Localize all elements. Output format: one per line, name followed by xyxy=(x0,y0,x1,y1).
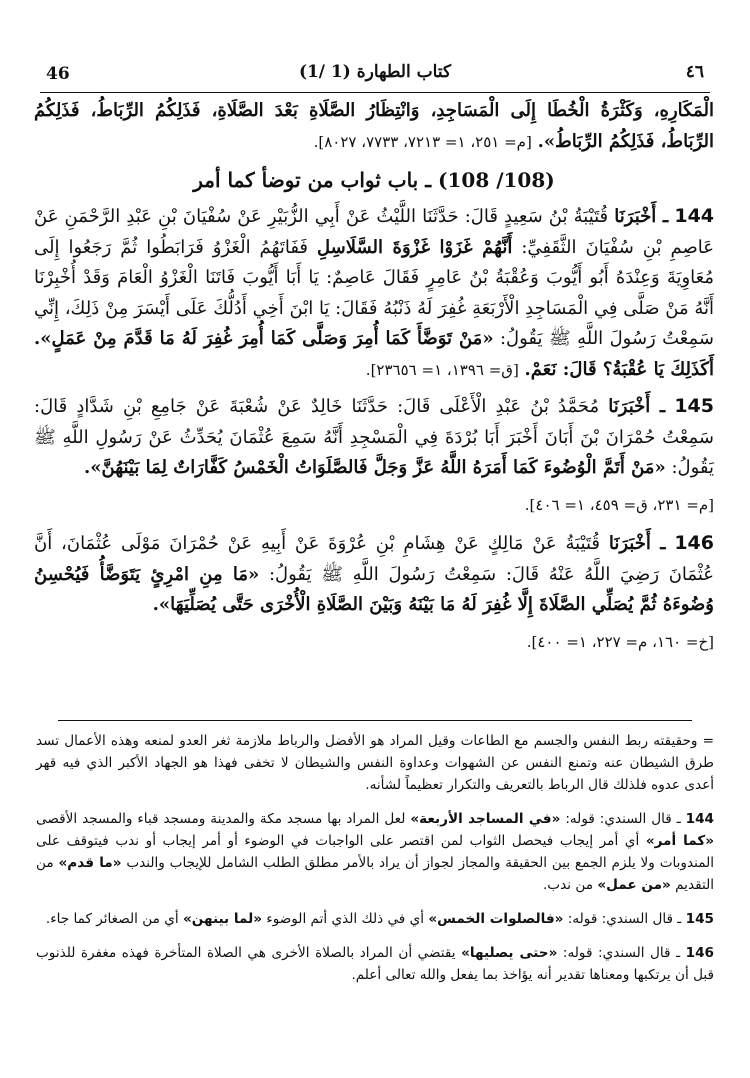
hadith-bold-part: أَنَّهُمْ غَزَوْا غَزْوَةَ السَّلَاسِلِ xyxy=(317,236,513,258)
intro-paragraph xyxy=(34,96,714,157)
footnote-quote: «من عمل» xyxy=(597,877,671,893)
hadith-number: 145 xyxy=(674,395,714,417)
footnote-number: 144 xyxy=(685,811,715,827)
hadith-144 xyxy=(34,201,714,385)
footnote-quote: «ما قدم» xyxy=(58,855,122,871)
page-number-arabic: ٤٦ xyxy=(685,62,704,82)
footnote-quote: «في المساجد الأربعة» xyxy=(410,811,561,827)
hadith-text: فَفَاتَهُمُ الْغَزْوُ فَرَابَطُوا ثُمَّ رَجَعُوا إِلَى مُعَاوِيَةَ وَعِنْدَهُ أَبُو أَيُّوبَ وَعُقْبَةُ بْنُ عَامِرٍ فَقَالَ عَاصِمٌ: يَا أَبَا أَيُّوبَ فَاتَنَا الْغَزْوُ الْعَامَ وَقَدْ أُخْبِرْنَا أَنَّهُ مَنْ صَلَّى فِي الْمَسَاجِدِ الْأَرْبَعَةِ غُفِرَ لَهُ ذَنْبُهُ فَقَالَ: يَا ابْنَ أَخِي أَدُلُّكَ عَلَى أَيْسَرَ مِنْ ذَلِكَ، إِنِّي سَمِعْتُ رَسُولَ اللَّهِ ﷺ يَقُولُ: xyxy=(34,236,714,349)
hadith-reference: [ق= ١٣٩٦، ١= ٢٣٦٥٦]. xyxy=(365,360,519,379)
footnote-intro: ـ قال السندي: قوله: xyxy=(562,945,681,961)
footnote-text: أي في ذلك الذي أتم الوضوء xyxy=(266,911,425,927)
hadith-lead: ـ أَخْبَرَنَا xyxy=(614,206,669,227)
page-number-latin: 46 xyxy=(46,64,70,84)
footnote-text: من ندب. xyxy=(542,877,593,893)
footnote-divider xyxy=(58,720,692,721)
footnote-number: 145 xyxy=(685,911,714,927)
hadith-matn: «مَنْ تَوَضَّأَ كَمَا أُمِرَ وَصَلَّى كَمَا أُمِرَ غُفِرَ لَهُ مَا قَدَّمَ مِنْ عَمَلٍ». xyxy=(34,328,494,349)
footnotes xyxy=(36,730,714,998)
intro-text: الْمَكَارِهِ، وَكَثْرَةُ الْخُطَا إِلَى الْمَسَاجِدِ، وَانْتِظَارُ الصَّلَاةِ بَعْدَ الصَّلَاةِ، فَذَلِكُمُ الرِّبَاطُ، فَذَلِكُمُ الرِّبَاطُ، فَذَلِكُمُ الرِّبَاطُ». xyxy=(34,100,714,152)
footnote-text: أي أمر إيجاب فيحصل الثواب لمن اقتصر على الواجبات في الوضوء أو أمر إيجاب أو ندب فيتوقف على المندوبات ولا يلزم الجمع بين الحقيقة والمجاز لجواز أن يراد بالأمر مطلق الطلب الشامل للإيجاب والندب xyxy=(36,833,714,871)
footnote-145 xyxy=(36,908,714,930)
footnote-quote: «لما بينهن» xyxy=(182,911,262,927)
hadith-matn: «مَا مِنِ امْرِئٍ يَتَوَضَّأُ فَيُحْسِنُ وُضُوءَهُ ثُمَّ يُصَلِّي الصَّلَاةَ إِلَّا غُفِرَ لَهُ مَا بَيْنَهُ وَبَيْنَ الصَّلَاةِ الْأُخْرَى حَتَّى يُصَلِّيَهَا». xyxy=(34,563,714,615)
hadith-lead: ـ أَخْبَرَنَا xyxy=(608,533,666,554)
footnote-continuation: = وحقيقته ربط النفس والجسم مع الطاعات وقيل المراد هو الأفضل والرباط ملازمة ثغر العدو لمنعه وهذه الأعمال تسد طرق الشيطان عنه وتمنع النفس عن الشهوات وعداوة النفس والشيطان لا تخفى فهذا هو الجهاد الأكبر الذي فيه قهر أعدى عدوه فلذلك قال الرباط بالتعريف والتكرار تعظيماً لشأنه. xyxy=(36,733,714,793)
footnote-intro: ـ قال السندي: قوله: xyxy=(565,811,681,827)
hadith-146 xyxy=(34,528,714,621)
hadith-number: 146 xyxy=(674,532,714,554)
hadith-145 xyxy=(34,391,714,484)
footnote-text: أي من الصغائر كما جاء. xyxy=(45,911,179,927)
hadith-reference: [خ= ١٦٠، م= ٢٢٧، ١= ٤٠٠]. xyxy=(526,632,714,651)
footnote-intro: ـ قال السندي: قوله: xyxy=(567,911,682,927)
footnote-146 xyxy=(36,942,714,986)
hadith-isnad: قُتَيْبَةُ عَنْ مَالِكٍ عَنْ هِشَامِ بْنِ عُرْوَةَ عَنْ أَبِيهِ عَنْ حُمْرَانَ مَوْلَى عُثْمَانَ، أَنَّ عُثْمَانَ رَضِيَ اللَّهُ عَنْهُ قَالَ: سَمِعْتُ رَسُولَ اللَّهِ ﷺ يَقُولُ: xyxy=(34,533,714,585)
hadith-isnad: مُحَمَّدُ بْنُ عَبْدِ الْأَعْلَى قَالَ: حَدَّثَنَا خَالِدٌ عَنْ شُعْبَةَ عَنْ جَامِعِ بْنِ شَدَّادٍ قَالَ: سَمِعْتُ حُمْرَانَ بْنَ أَبَانَ أَخْبَرَ أَبَا بُرْدَةَ فِي الْمَسْجِدِ أَنَّهُ سَمِعَ عُثْمَانَ يُحَدِّثُ عَنْ رَسُولِ اللَّهِ ﷺ يَقُولُ: xyxy=(34,396,714,478)
footnote-text: يقتضي أن المراد بالصلاة الأخرى هي الصلاة المتأخرة فهذه مغفرة للذنوب قبل أن يرتكبها ومعناها تقدير أنه يؤاخذ بما يفعل والله تعالى أعلم. xyxy=(36,945,714,983)
bab-title: (108/ 108) ـ باب ثواب من توضأ كما أمر xyxy=(193,168,555,192)
hadith-reference: [م= ٢٣١، ق= ٤٥٩، ١= ٤٠٦]. xyxy=(524,495,714,514)
intro-reference: [م= ٢٥١، ١= ٧٢١٣، ٧٧٣٣، ٨٠٢٧]. xyxy=(313,132,532,151)
hadith-matn: «مَنْ أَتَمَّ الْوُضُوءَ كَمَا أَمَرَهُ اللَّهُ عَزَّ وَجَلَّ فَالصَّلَوَاتُ الْخَمْسُ كَفَّارَاتٌ لِمَا بَيْنَهُنَّ». xyxy=(83,457,666,478)
chapter-title: (1/ 1) كتاب الطهارة xyxy=(298,62,452,82)
hadith-tail: أَكَذَلِكَ يَا عُقْبَةُ؟ قَالَ: نَعَمْ. xyxy=(524,358,714,380)
main-text xyxy=(34,96,714,665)
footnote-quote: «فالصلوات الخمس» xyxy=(428,911,564,927)
hadith-isnad: قُتَيْبَةُ بْنُ سَعِيدٍ قَالَ: حَدَّثَنَا اللَّيْثُ عَنْ أَبِي الزُّبَيْرِ عَنْ سُفْيَانَ بْنِ عَبْدِ الرَّحْمَنِ عَنْ عَاصِمِ بْنِ سُفْيَانَ الثَّقَفِيِّ: xyxy=(34,206,714,258)
hadith-lead: ـ أَخْبَرَنَا xyxy=(608,396,666,417)
footnote-144 xyxy=(36,808,714,896)
footnote-text: من التقديم xyxy=(36,855,714,893)
footnote-quote: «كما أمر» xyxy=(645,833,715,849)
footnote-quote: «حتى يصليها» xyxy=(461,945,558,961)
footnote-text: لعل المراد بها مسجد مكة والمدينة ومسجد قباء والمسجد الأقصى xyxy=(36,811,406,827)
hadith-number: 144 xyxy=(674,205,715,227)
footnote-number: 146 xyxy=(685,945,715,961)
page-header xyxy=(40,58,710,93)
